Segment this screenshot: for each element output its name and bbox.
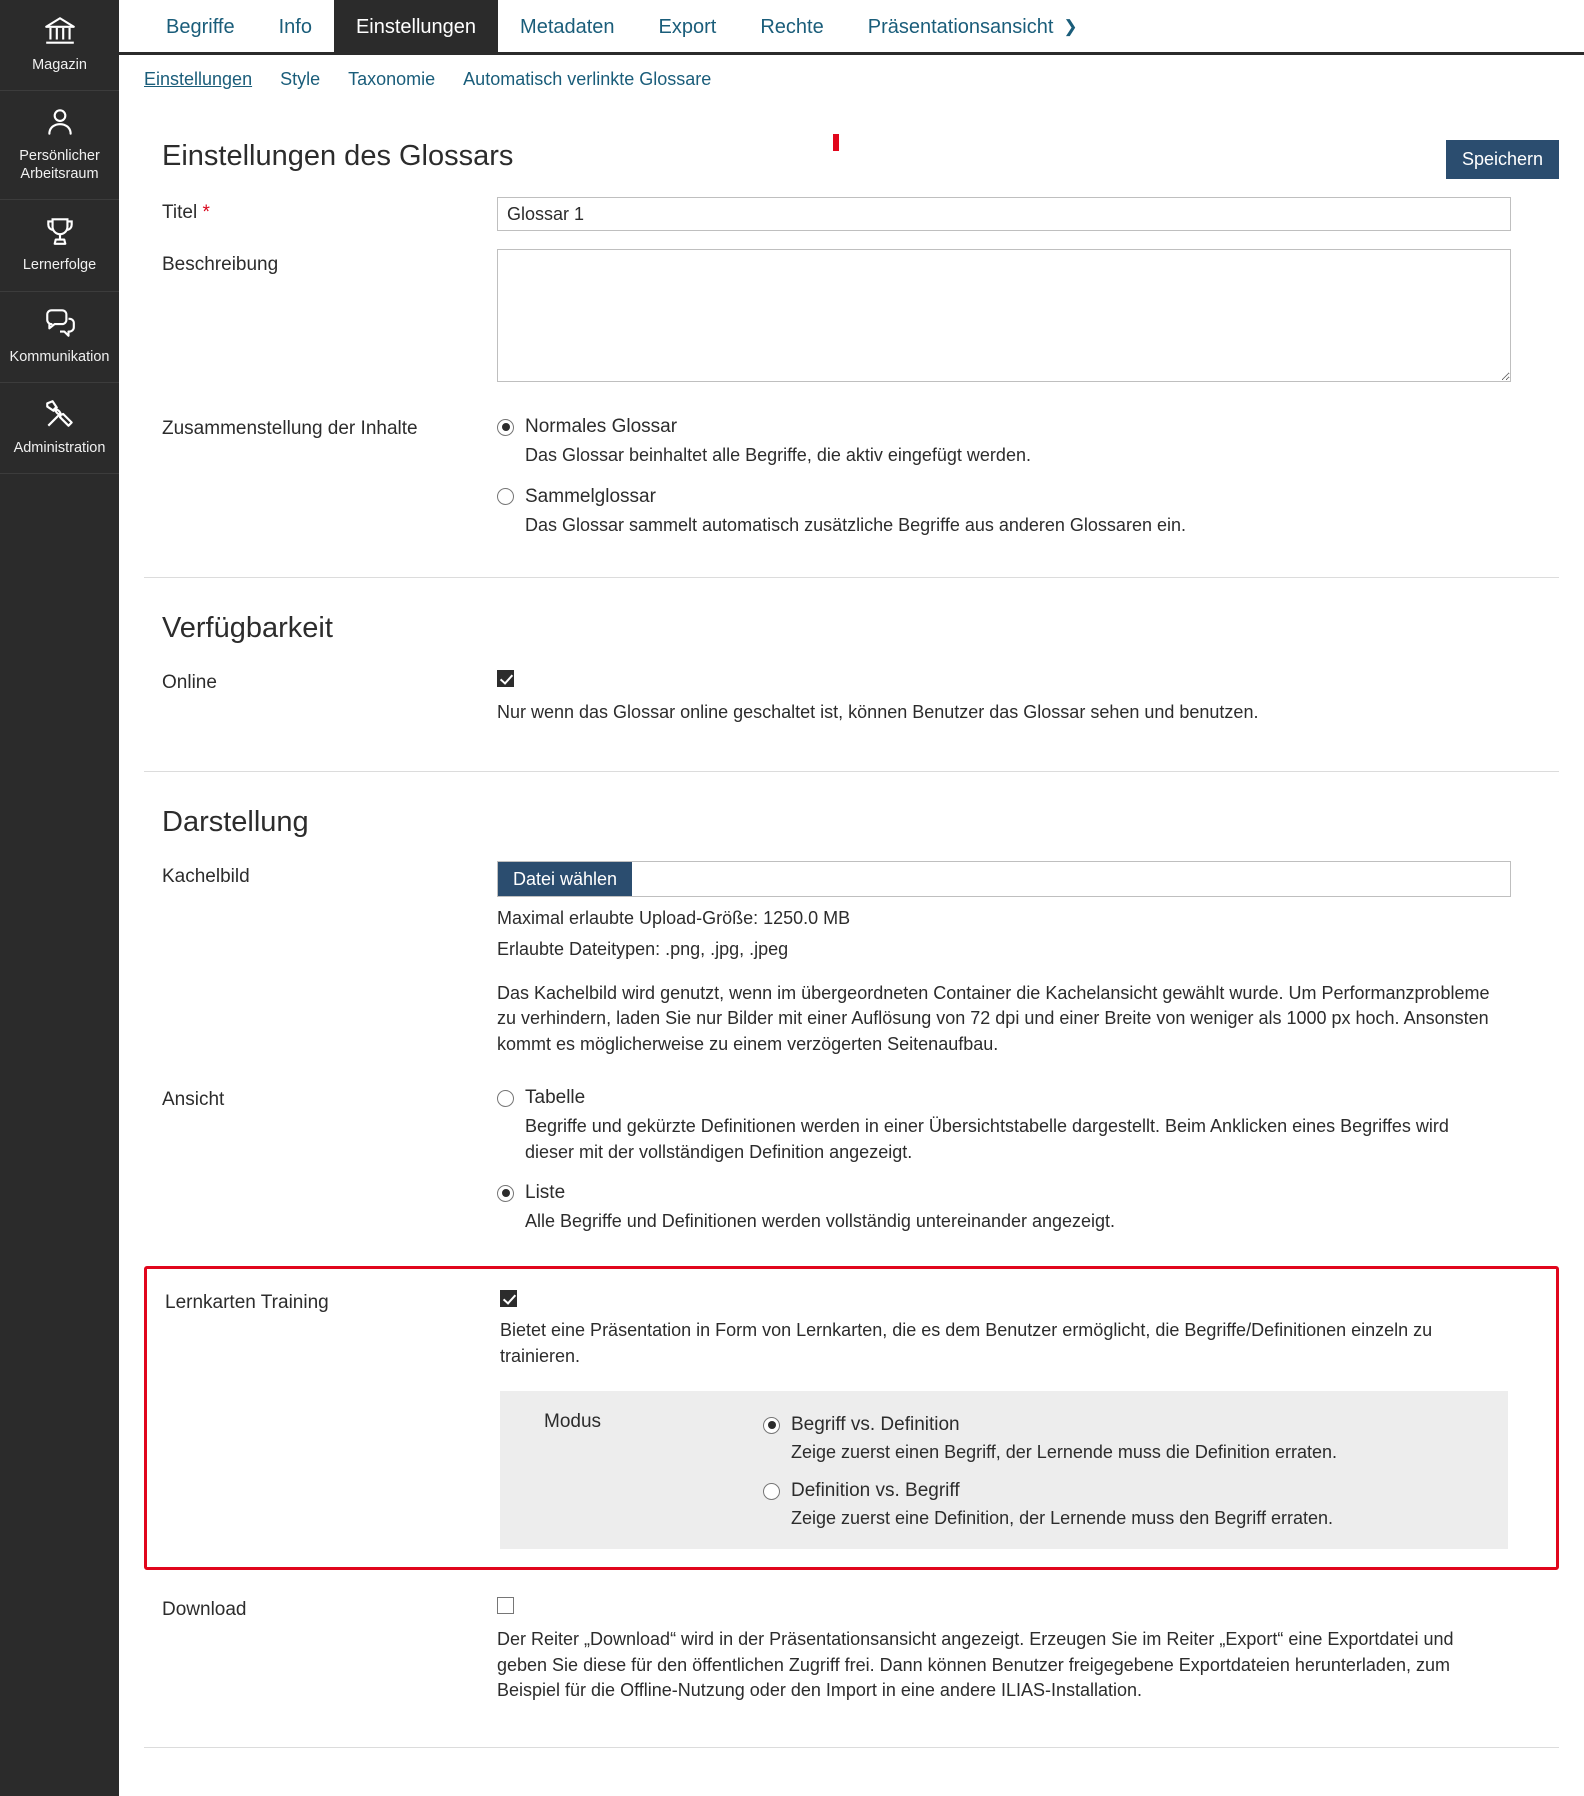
subtabbar (119, 55, 1584, 100)
checkbox-download[interactable] (497, 1594, 1511, 1617)
save-button[interactable]: Speichern (1446, 140, 1559, 179)
label-beschreibung: Beschreibung (162, 254, 279, 275)
field-kachelbild (497, 861, 1559, 1062)
tab-label: Info (278, 15, 312, 38)
field-ansicht (497, 1084, 1559, 1239)
help-tabelle: Begriffe und gekürzte Definitionen werden in einer Übersichtstabelle dargestellt. Beim Anklicken eines Begriffes wird dieser mit der vollständigen Definition angezeigt. (525, 1116, 1449, 1162)
row-kachelbild (144, 839, 1559, 1071)
radio-icon[interactable] (497, 1090, 514, 1107)
tab-label: Export (658, 15, 717, 38)
checkbox-lernkarten-training[interactable] (500, 1287, 1508, 1310)
radio-normales-glossar[interactable] (497, 413, 1511, 441)
tab-praesentationsansicht[interactable] (846, 0, 1100, 52)
radio-liste[interactable] (497, 1179, 1511, 1207)
sidebar-item-magazin[interactable] (0, 0, 119, 91)
subtab-automatisch-verlinkte-glossare[interactable]: Automatisch verlinkte Glossare (463, 69, 712, 89)
tab-einstellungen[interactable] (334, 0, 498, 52)
subtab-style[interactable]: Style (280, 69, 321, 89)
radio-icon[interactable] (763, 1483, 780, 1500)
checkbox-icon[interactable] (500, 1290, 517, 1307)
tab-export[interactable] (637, 0, 739, 52)
choose-file-button[interactable]: Datei wählen (498, 862, 632, 896)
help-lernkarten-training: Bietet eine Präsentation in Form von Lernkarten, die es dem Benutzer ermöglicht, die Begriffe/Definitionen einzeln zu trainieren. (500, 1320, 1433, 1366)
field-modus (763, 1411, 1508, 1529)
radio-icon[interactable] (497, 1185, 514, 1202)
label-lernkarten-training: Lernkarten Training (165, 1292, 329, 1314)
label-modus: Modus (544, 1411, 602, 1433)
help-max-size: Maximal erlaubte Upload-Größe: 1250.0 MB (497, 907, 851, 928)
radio-label: Definition vs. Begriff (791, 1480, 960, 1502)
sidebar-label-lernerfolge: Lernerfolge (22, 257, 97, 274)
lernkarten-highlight-box (144, 1266, 1559, 1570)
label-ansicht: Ansicht (162, 1089, 225, 1111)
help-online: Nur wenn das Glossar online geschaltet ist, können Benutzer das Glossar sehen und benutzen. (497, 702, 1259, 723)
radio-label: Sammelglossar (525, 485, 656, 507)
row-download (144, 1580, 1559, 1717)
label-online: Online (162, 672, 217, 694)
help-definition-vs-begriff: Zeige zuerst eine Definition, der Lernende muss den Begriff erraten. (791, 1508, 1333, 1529)
section-title-darstellung: Darstellung (162, 805, 309, 838)
row-lernkarten-training (147, 1281, 1556, 1549)
label-zusammenstellung: Zusammenstellung der Inhalte (162, 418, 418, 439)
field-titel (497, 197, 1559, 231)
radio-label: Normales Glossar (525, 416, 678, 437)
help-liste: Alle Begriffe und Definitionen werden vollständig untereinander angezeigt. (525, 1211, 1116, 1232)
radio-begriff-vs-definition[interactable] (763, 1411, 1478, 1439)
label-titel-text: Titel (162, 202, 198, 223)
field-online (497, 667, 1559, 730)
sidebar-item-administration[interactable] (0, 383, 119, 474)
beschreibung-textarea[interactable] (497, 249, 1511, 382)
row-zusammenstellung (144, 397, 1559, 551)
tabbar (119, 0, 1584, 55)
file-name-display (632, 862, 1510, 896)
settings-form (119, 100, 1584, 1748)
bank-icon (43, 14, 77, 48)
radio-icon[interactable] (763, 1417, 780, 1434)
radio-label: Liste (525, 1182, 566, 1204)
checkbox-icon[interactable] (497, 670, 514, 687)
label-titel (144, 197, 497, 224)
radio-icon[interactable] (497, 488, 514, 505)
row-titel (144, 179, 1559, 240)
sidebar-label-magazin: Magazin (32, 57, 87, 73)
sidebar-label-administration: Administration (13, 439, 106, 456)
help-kachelbild: Das Kachelbild wird genutzt, wenn im übergeordneten Container die Kachelansicht gewählt wurde. Um Performanzprobleme zu verhindern, laden Sie nur Bilder mit einer Auflösung von 72 dpi und einer Breite von weniger als 1000 px hoch. Ansonsten kommt es möglicherweise zu einem verzögerten Seitenaufbau. (497, 982, 1490, 1054)
main-area (119, 0, 1584, 1796)
radio-label: Begriff vs. Definition (791, 1414, 960, 1436)
required-marker: * (202, 202, 210, 223)
radio-icon[interactable] (497, 419, 514, 436)
radio-definition-vs-begriff[interactable] (763, 1477, 1478, 1505)
tools-icon (43, 397, 77, 431)
field-zusammenstellung (497, 413, 1559, 542)
trophy-icon (43, 214, 77, 248)
tab-label: Metadaten (520, 15, 615, 38)
row-online (144, 645, 1559, 739)
row-beschreibung (144, 240, 1559, 397)
field-lernkarten-training (500, 1287, 1556, 1549)
tab-info[interactable] (257, 0, 334, 52)
help-sammelglossar: Das Glossar sammelt automatisch zusätzliche Begriffe aus anderen Glossaren ein. (525, 514, 1186, 535)
help-normales-glossar: Das Glossar beinhaltet alle Begriffe, die aktiv eingefügt werden. (525, 445, 1031, 465)
sidebar-item-kommunikation[interactable] (0, 292, 119, 383)
modus-panel (500, 1391, 1508, 1549)
tab-begriffe[interactable] (144, 0, 257, 52)
sidebar-item-persoenlicher-arbeitsraum[interactable] (0, 91, 119, 200)
tab-label: Begriffe (166, 15, 235, 38)
tab-label: Rechte (760, 15, 824, 38)
subtab-einstellungen[interactable]: Einstellungen (144, 69, 253, 89)
titel-input[interactable] (497, 197, 1511, 231)
field-beschreibung (497, 249, 1559, 388)
chevron-right-icon: ❯ (1063, 17, 1078, 36)
chat-icon (43, 306, 77, 340)
help-download: Der Reiter „Download“ wird in der Präsentationsansicht angezeigt. Erzeugen Sie im Reiter „Export“ eine Exportdatei und geben Sie diese für den öffentlichen Zugriff frei. Dann können Benutzer freigegebene Exportdateien herunterladen, zum Beispiel für die Offline-Nutzung oder den Import in eine andere ILIAS-Installation. (497, 1629, 1454, 1701)
main-sidebar (0, 0, 119, 1796)
checkbox-icon[interactable] (497, 1597, 514, 1614)
divider-3 (144, 1747, 1559, 1748)
file-input[interactable] (497, 861, 1511, 897)
label-kachelbild: Kachelbild (162, 865, 250, 887)
help-begriff-vs-definition: Zeige zuerst einen Begriff, der Lernende muss die Definition erraten. (791, 1442, 1337, 1463)
tab-label: Präsentationsansicht (867, 15, 1054, 38)
radio-tabelle[interactable] (497, 1084, 1511, 1112)
section-head-darstellung (144, 772, 1559, 839)
annotation-marker (833, 134, 839, 151)
radio-label: Tabelle (525, 1087, 586, 1109)
section-title-verfuegbarkeit: Verfügbarkeit (162, 612, 333, 645)
person-icon (43, 105, 77, 139)
section-head-verfuegbarkeit (144, 578, 1559, 645)
help-file-types: Erlaubte Dateitypen: .png, .jpg, .jpeg (497, 939, 789, 960)
radio-sammelglossar[interactable] (497, 483, 1511, 511)
label-download: Download (162, 1599, 247, 1621)
subtab-taxonomie[interactable]: Taxonomie (348, 69, 436, 89)
field-download (497, 1594, 1559, 1708)
sidebar-label-persoenlicher-arbeitsraum: Persönlicher Arbeitsraum (19, 148, 100, 183)
section-head (144, 100, 1559, 179)
tab-label: Einstellungen (355, 15, 477, 38)
row-ansicht (144, 1070, 1559, 1248)
tab-rechte[interactable] (738, 0, 845, 52)
page-title: Einstellungen des Glossars (162, 140, 514, 172)
tab-metadaten[interactable] (498, 0, 637, 52)
checkbox-online[interactable] (497, 667, 1511, 690)
sidebar-label-kommunikation: Kommunikation (9, 348, 110, 365)
sidebar-item-lernerfolge[interactable] (0, 200, 119, 291)
